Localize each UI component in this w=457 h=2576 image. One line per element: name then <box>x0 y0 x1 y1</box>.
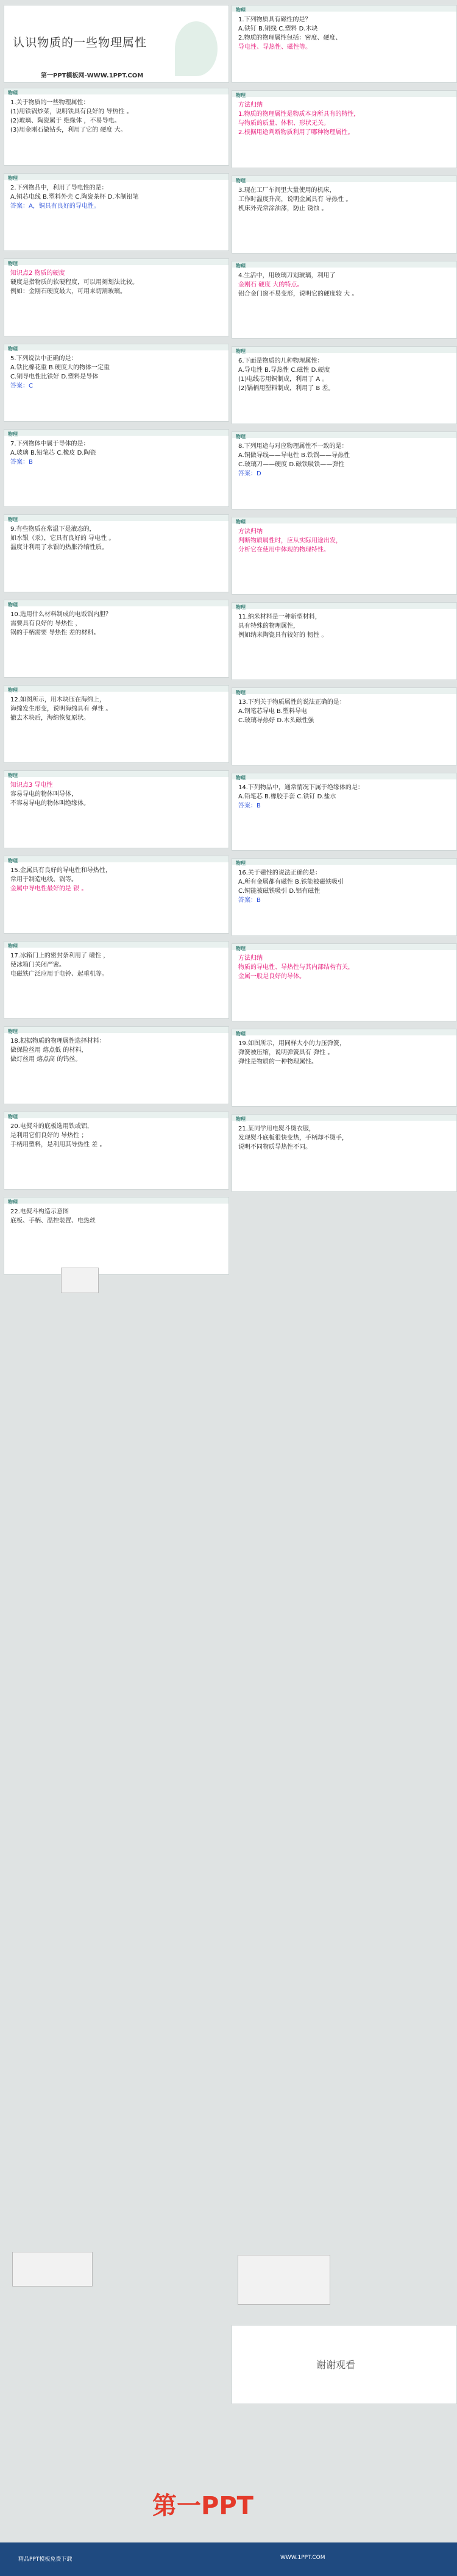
slide-line: 说明不同物质导热性不同。 <box>238 1144 311 1151</box>
slide-line: 金属一般是良好的导体。 <box>238 973 305 980</box>
slide-body <box>10 525 222 552</box>
slide-header-bar <box>4 344 228 350</box>
slide-header-bar <box>4 771 228 777</box>
slide-header-bar <box>4 430 228 436</box>
slide-line: 知识点2 物质的硬度 <box>10 270 65 277</box>
slide-tag: 物理 <box>8 431 18 437</box>
slide-line: A.铅笔芯 B.橡胶手套 C.铁钉 D.盐水 <box>238 793 336 800</box>
slide-line: 2.根据用途判断物质利用了哪种物理属性。 <box>238 129 354 136</box>
page-title: 认识物质的一些物理属性 <box>13 36 147 49</box>
slide-line: 14.下列物品中，通常情况下属于绝缘体的是： <box>238 784 364 791</box>
content-slide <box>232 90 457 168</box>
slide-header-bar <box>232 773 456 779</box>
slide-line: 10.选用什么材料制成的电饭锅内胆？ <box>10 611 112 618</box>
content-slide <box>4 770 229 848</box>
slide-line: 3.现在工厂车间里大量使用的机床， <box>238 187 336 194</box>
slide-line: 导电性、导热性、磁性等。 <box>238 44 311 51</box>
content-slide <box>232 5 457 83</box>
slide-tag: 物理 <box>236 93 246 98</box>
slide-tag: 物理 <box>8 1114 18 1119</box>
slide-header-bar <box>4 174 228 180</box>
slide-tag: 物理 <box>8 602 18 608</box>
content-slide <box>4 600 229 678</box>
slide-line: 19.如图所示，用同样大小的力压弹簧， <box>238 1040 345 1047</box>
slide-line: 具有特殊的物理属性， <box>238 623 299 630</box>
content-slide <box>4 941 229 1019</box>
slide-tag: 物理 <box>236 263 246 269</box>
content-slide <box>232 1029 457 1107</box>
slide-tag: 物理 <box>236 690 246 695</box>
slide-body <box>238 954 450 981</box>
slide-line: 做保险丝用 熔点低 的材料， <box>10 1047 88 1054</box>
slide-line: 7.下列物体中属于导体的是： <box>10 441 90 447</box>
slide-line: 常用于制造电线、锅等。 <box>10 876 77 883</box>
slide-body <box>10 98 222 135</box>
slide-header-bar <box>232 859 456 865</box>
content-slide <box>232 773 457 851</box>
slide-body <box>238 186 450 213</box>
content-slide <box>4 258 229 336</box>
sponge-figure <box>61 1268 99 1293</box>
content-slide <box>4 429 229 507</box>
slide-line: C.玻璃导热好 D.木头磁性强 <box>238 717 314 724</box>
slide-line: 判断物质属性时，应从实际用途出发， <box>238 538 342 544</box>
slide-line: 金属中导电性最好的是 银 。 <box>10 885 88 892</box>
slide-line: A.导电性 B.导热性 C.磁性 D.硬度 <box>238 367 330 374</box>
slide-body <box>238 357 450 393</box>
slide-header-bar <box>232 91 456 97</box>
slide-body <box>238 15 450 52</box>
slide-tag: 物理 <box>8 858 18 864</box>
slide-tag: 物理 <box>236 1031 246 1037</box>
content-slide <box>232 261 457 339</box>
slide-header-bar <box>4 515 228 521</box>
slide-header-bar <box>232 432 456 438</box>
slide-line: 4.生活中，用玻璃刀划玻璃，利用了 <box>238 272 336 279</box>
content-slide <box>232 346 457 424</box>
slide-body <box>238 1124 450 1152</box>
slide-header-bar <box>232 944 456 950</box>
footer-right: WWW.1PPT.COM <box>280 2555 325 2561</box>
slide-line: 工作时温度升高，说明金属具有 导热性 。 <box>238 196 352 203</box>
slide-line: 海绵发生形变，说明海绵具有 弹性 。 <box>10 706 112 712</box>
slide-body <box>238 783 450 811</box>
slide-body <box>10 951 222 979</box>
slide-line: 答案：B <box>238 897 261 904</box>
slide-header-bar <box>232 261 456 268</box>
slide-body <box>10 1122 222 1149</box>
slide-body <box>238 271 450 299</box>
slide-line: (1)用铁锅炒菜，说明铁具有良好的 导热性 。 <box>10 108 133 115</box>
slide-line: 做灯丝用 熔点高 的钨丝。 <box>10 1056 82 1063</box>
slide-line: 11.纳米材料是一种新型材料， <box>238 614 321 620</box>
slide-header-bar <box>232 5 456 12</box>
slide-line: 方法归纳 <box>238 528 263 535</box>
slide-line: 9.有些物质在常温下是液态的， <box>10 526 96 533</box>
content-slide <box>4 1197 229 1275</box>
slide-tag: 物理 <box>8 687 18 693</box>
slide-tag: 物理 <box>236 605 246 610</box>
slide-line: 电磁铁广泛应用于电铃、起重机等。 <box>10 971 108 978</box>
content-slide <box>4 173 229 251</box>
slide-line: 答案：B <box>238 803 261 809</box>
slide-tag: 物理 <box>8 346 18 352</box>
slide-line: 与物质的质量、体积、形状无关。 <box>238 120 330 127</box>
slide-tag: 物理 <box>8 90 18 96</box>
slide-line: C.铜能被磁铁吸引 D.铝有磁性 <box>238 888 321 895</box>
slide-line: 21.某同学用电熨斗烫衣服， <box>238 1126 315 1132</box>
spring-figure <box>12 2252 93 2287</box>
slide-body <box>238 698 450 725</box>
slide-tag: 物理 <box>8 943 18 949</box>
slide-tag: 物理 <box>236 519 246 525</box>
slide-line: 不容易导电的物体叫绝缘体。 <box>10 800 90 807</box>
slide-tag: 物理 <box>236 434 246 439</box>
slide-body <box>10 610 222 637</box>
slide-header-bar <box>232 347 456 353</box>
slide-line: 6.下面是物质的几种物理属性： <box>238 358 324 364</box>
content-slide <box>4 514 229 592</box>
slide-line: 13.下列关于物质属性的说法正确的是： <box>238 699 345 706</box>
slide-body <box>10 695 222 723</box>
content-slide <box>232 602 457 680</box>
slide-tag: 物理 <box>8 176 18 181</box>
slide-line: C.铜导电性比铁好 D.塑料是导体 <box>10 374 99 380</box>
slide-tag: 物理 <box>8 1029 18 1034</box>
slide-line: 答案：C <box>10 383 33 389</box>
slide-tag: 物理 <box>236 7 246 13</box>
slide-header-bar <box>4 1112 228 1118</box>
content-slide <box>4 1112 229 1190</box>
slide-line: 底板、手柄、温控装置、电热丝 <box>10 1218 96 1224</box>
slide-line: 金刚石 硬度 大的特点。 <box>238 282 303 288</box>
slide-line: 知识点3 导电性 <box>10 782 53 789</box>
slide-body <box>238 442 450 478</box>
slide-line: 撤去木块后，海绵恢复原状。 <box>10 715 90 722</box>
slide-line: 容易导电的物体叫导体， <box>10 791 77 798</box>
title-slide <box>4 5 229 83</box>
slide-header-bar <box>4 1198 228 1204</box>
slide-tag: 物理 <box>236 1116 246 1122</box>
slide-line: 是利用它们良好的 导热性 ； <box>10 1132 88 1139</box>
slide-line: A.玻璃 B.铅笔芯 C.橡皮 D.陶瓷 <box>10 450 96 456</box>
footer <box>0 2542 457 2576</box>
slide-tag: 物理 <box>8 773 18 778</box>
leaf-decoration <box>175 21 218 76</box>
slide-header-bar <box>232 688 456 694</box>
slide-header-bar <box>4 856 228 862</box>
slide-line: 弹簧被压缩，说明弹簧具有 弹性 。 <box>238 1049 334 1056</box>
slide-line: A.铜芯电线 B.塑料外壳 C.陶瓷茶杯 D.木制铅笔 <box>10 194 139 200</box>
slide-line: A.铁比棉花重 B.硬度大的物体一定重 <box>10 364 110 371</box>
slide-line: 18.根据物质的物理属性选择材料： <box>10 1038 105 1045</box>
slide-tag: 物理 <box>236 946 246 951</box>
page-subtitle: 第一PPT模板网-WWW.1PPT.COM <box>41 73 144 79</box>
slide-body <box>10 439 222 467</box>
slide-line: 弹性是物质的一种物理属性。 <box>238 1059 317 1065</box>
content-slide <box>232 517 457 595</box>
slide-body <box>10 183 222 211</box>
slide-line: 锅的手柄需要 导热性 差的材料。 <box>10 630 100 636</box>
content-slide <box>4 88 229 166</box>
slide-line: 1.下列物质具有磁性的是？ <box>238 16 311 23</box>
slide-line: 发现熨斗底板很快变热，手柄却不烫手， <box>238 1135 348 1141</box>
slide-header-bar <box>4 600 228 606</box>
content-slide <box>232 943 457 1021</box>
slide-body <box>10 354 222 391</box>
slide-line: A.钢笔芯导电 B.塑料导电 <box>238 708 308 715</box>
slide-header-bar <box>4 942 228 948</box>
slide-line: 2.下列物品中，利用了导电性的是： <box>10 185 108 191</box>
slide-line: 例如纳米陶瓷具有较好的 韧性 。 <box>238 632 328 639</box>
slide-line: 8.下列用途与对应物理属性不一致的是： <box>238 443 348 450</box>
slide-body <box>10 866 222 893</box>
iron-figure <box>238 2255 330 2305</box>
slide-line: 机床外壳常涂油漆，防止 锈蚀 。 <box>238 205 328 212</box>
slide-line: 使冰箱门关闭严密。 <box>10 962 65 968</box>
content-slide <box>232 858 457 936</box>
slide-line: 分析它在使用中体现的物理特性。 <box>238 547 330 553</box>
slide-line: 方法归纳 <box>238 955 263 962</box>
content-slide <box>4 856 229 934</box>
slide-body <box>238 527 450 555</box>
slide-body <box>238 612 450 640</box>
footer-left: 精品PPT模板免费下载 <box>18 2556 73 2563</box>
slide-line: 物质的导电性、导热性与其内部结构有关， <box>238 964 354 971</box>
content-slide <box>4 1026 229 1104</box>
slide-line: 答案：B <box>10 459 33 466</box>
content-slide <box>232 687 457 765</box>
slide-line: 1.关于物质的一些物理属性： <box>10 99 90 106</box>
slide-line: 温度计利用了水银的热胀冷缩性质。 <box>10 544 108 551</box>
slide-header-bar <box>232 1115 456 1121</box>
slide-line: 硬度是指物质的软硬程度，可以用刻划法比较。 <box>10 279 138 286</box>
slide-line: A.所有金属都有磁性 B.铁能被磁铁吸引 <box>238 879 344 885</box>
slide-line: 15.金属具有良好的导电性和导热性， <box>10 867 112 874</box>
slide-line: 1.物质的物理属性是物质本身所具有的特性， <box>238 111 360 118</box>
slide-tag: 物理 <box>8 1199 18 1205</box>
slide-line: 17.冰箱门上的密封条利用了 磁性 ， <box>10 953 110 959</box>
slide-line: 12.如图所示，用木块压在海绵上， <box>10 697 105 703</box>
slide-line: 22.电熨斗构造示意图 <box>10 1208 69 1215</box>
slide-tag: 物理 <box>8 261 18 266</box>
slide-line: 手柄用塑料，是利用其导热性 差 。 <box>10 1141 106 1148</box>
slide-line: (1)电线芯用铜制成，利用了 A 。 <box>238 376 328 383</box>
slide-header-bar <box>232 603 456 609</box>
content-slide <box>4 685 229 763</box>
slide-line: (2)锅柄用塑料制成，利用了 B 差。 <box>238 385 335 392</box>
slide-header-bar <box>4 686 228 692</box>
ending-slide <box>232 2325 457 2404</box>
slide-line: (2)玻璃、陶瓷属于 绝缘体 ，不易导电。 <box>10 118 121 124</box>
content-slide <box>4 344 229 422</box>
slide-line: 16.关于磁性的说法正确的是： <box>238 870 321 876</box>
slide-line: 需要具有良好的 导热性 ， <box>10 620 82 627</box>
slide-header-bar <box>4 88 228 94</box>
slide-header-bar <box>4 259 228 265</box>
slide-body <box>10 781 222 808</box>
slide-tag: 物理 <box>236 775 246 781</box>
brand-logo: 第一PPT <box>152 2492 253 2520</box>
slide-tag: 物理 <box>236 178 246 183</box>
slide-line: (3)用金刚石做钻头，利用了它的 硬度 大。 <box>10 127 127 133</box>
slide-body <box>10 1207 222 1226</box>
slide-header-bar <box>232 517 456 523</box>
ending-text: 谢谢观看 <box>316 2359 356 2371</box>
slide-body <box>238 868 450 905</box>
slide-line: 答案：A，铜具有良好的导电性。 <box>10 203 100 210</box>
content-slide <box>232 176 457 254</box>
slide-body <box>238 101 450 137</box>
slide-body <box>10 269 222 296</box>
slide-body <box>10 1037 222 1064</box>
slide-line: 答案：D <box>238 470 261 477</box>
slide-header-bar <box>4 1027 228 1033</box>
slide-header-bar <box>232 1029 456 1035</box>
slide-line: 5.下列说法中正确的是： <box>10 355 77 362</box>
slide-header-bar <box>232 176 456 182</box>
slide-line: 方法归纳 <box>238 102 263 108</box>
slide-line: 铝合金门窗不易变形，说明它的硬度较 大 。 <box>238 291 358 297</box>
slide-line: 2.物质的物理属性包括：密度、硬度、 <box>238 35 342 41</box>
slide-line: A.铁钉 B.铜线 C.塑料 D.木块 <box>238 26 318 32</box>
slide-line: 如水银（汞），它具有良好的 导电性 。 <box>10 535 115 542</box>
slide-line: A.铜做导线——导电性 B.铁锅——导热性 <box>238 452 350 459</box>
content-slide <box>232 1114 457 1192</box>
slide-body <box>238 1039 450 1066</box>
slide-tag: 物理 <box>236 860 246 866</box>
slide-line: 20.电熨斗的底板选用铁或铝， <box>10 1123 93 1130</box>
slide-line: 例如：金刚石硬度最大，可用来切割玻璃。 <box>10 288 126 295</box>
slide-tag: 物理 <box>236 349 246 354</box>
slide-line: C.玻璃刀——硬度 D.磁铁吸铁——弹性 <box>238 461 345 468</box>
content-slide <box>232 431 457 509</box>
slide-tag: 物理 <box>8 517 18 522</box>
